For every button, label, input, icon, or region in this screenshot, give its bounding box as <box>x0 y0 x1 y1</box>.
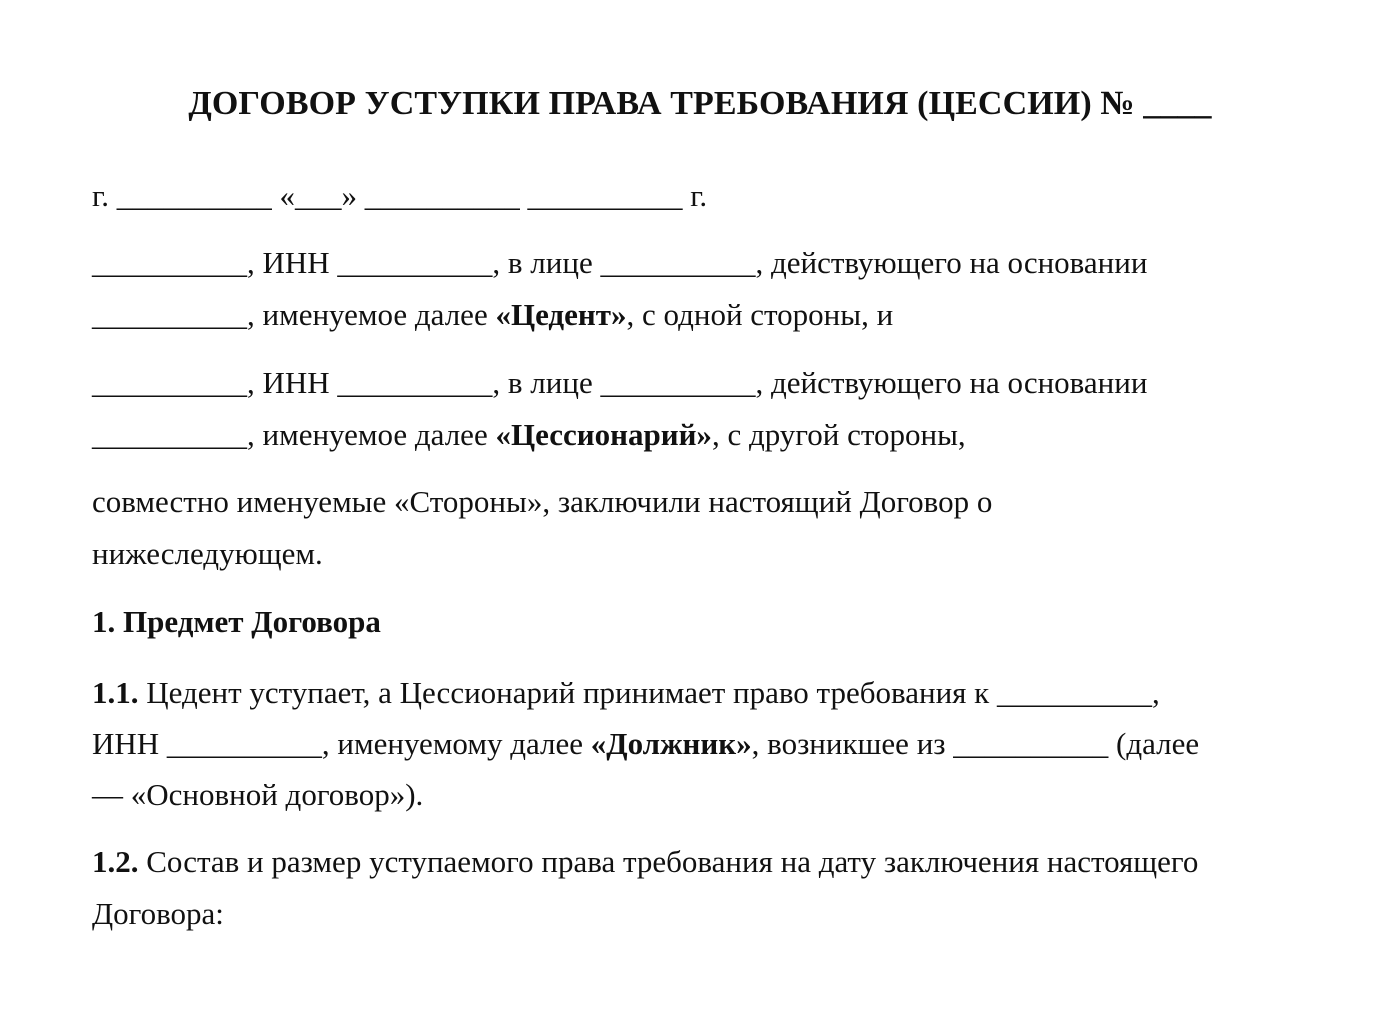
clause-1-1-number: 1.1. <box>92 675 139 710</box>
place-date-line: г. __________ «___» __________ __________ г. <box>92 178 708 213</box>
parties-joint-line2: нижеследующем. <box>92 536 323 571</box>
party1-suffix: , с одной стороны, и <box>626 297 894 332</box>
clause-1-2-line2: Договора: <box>92 896 224 931</box>
clause-1-1-suffix: , возникшее из __________ (далее <box>751 726 1200 761</box>
party1-role: «Цедент» <box>495 297 627 332</box>
party1-prefix: __________, именуемое далее <box>92 297 496 332</box>
clause-1-1-line2 <box>92 724 1199 764</box>
clause-1-1-line1 <box>92 673 1160 713</box>
party2-line1: __________, ИНН __________, в лице __________, действующего на основании <box>92 365 1148 400</box>
debtor-role: «Должник» <box>590 726 752 761</box>
clause-1-2-text1: Состав и размер уступаемого права требования на дату заключения настоящего <box>138 844 1199 879</box>
clause-1-1-line3: — «Основной договор»). <box>92 777 424 812</box>
clause-1-1-prefix: ИНН __________, именуемому далее <box>92 726 591 761</box>
party2-role: «Цессионарий» <box>495 417 712 452</box>
party2-suffix: , с другой стороны, <box>711 417 966 452</box>
parties-joint-line1: совместно именуемые «Стороны», заключили настоящий Договор о <box>92 484 993 519</box>
clause-1-2-line1 <box>92 842 1198 882</box>
clause-1-2-number: 1.2. <box>92 844 139 879</box>
party2-prefix: __________, именуемое далее <box>92 417 496 452</box>
document-title: ДОГОВОР УСТУПКИ ПРАВА ТРЕБОВАНИЯ (ЦЕССИИ) № ____ <box>188 85 1212 122</box>
section1-heading: 1. Предмет Договора <box>92 604 381 639</box>
party1-line1: __________, ИНН __________, в лице __________, действующего на основании <box>92 245 1148 280</box>
clause-1-1-text1: Цедент уступает, а Цессионарий принимает право требования к __________, <box>138 675 1160 710</box>
party1-line2 <box>92 295 893 335</box>
party2-line2 <box>92 415 966 455</box>
